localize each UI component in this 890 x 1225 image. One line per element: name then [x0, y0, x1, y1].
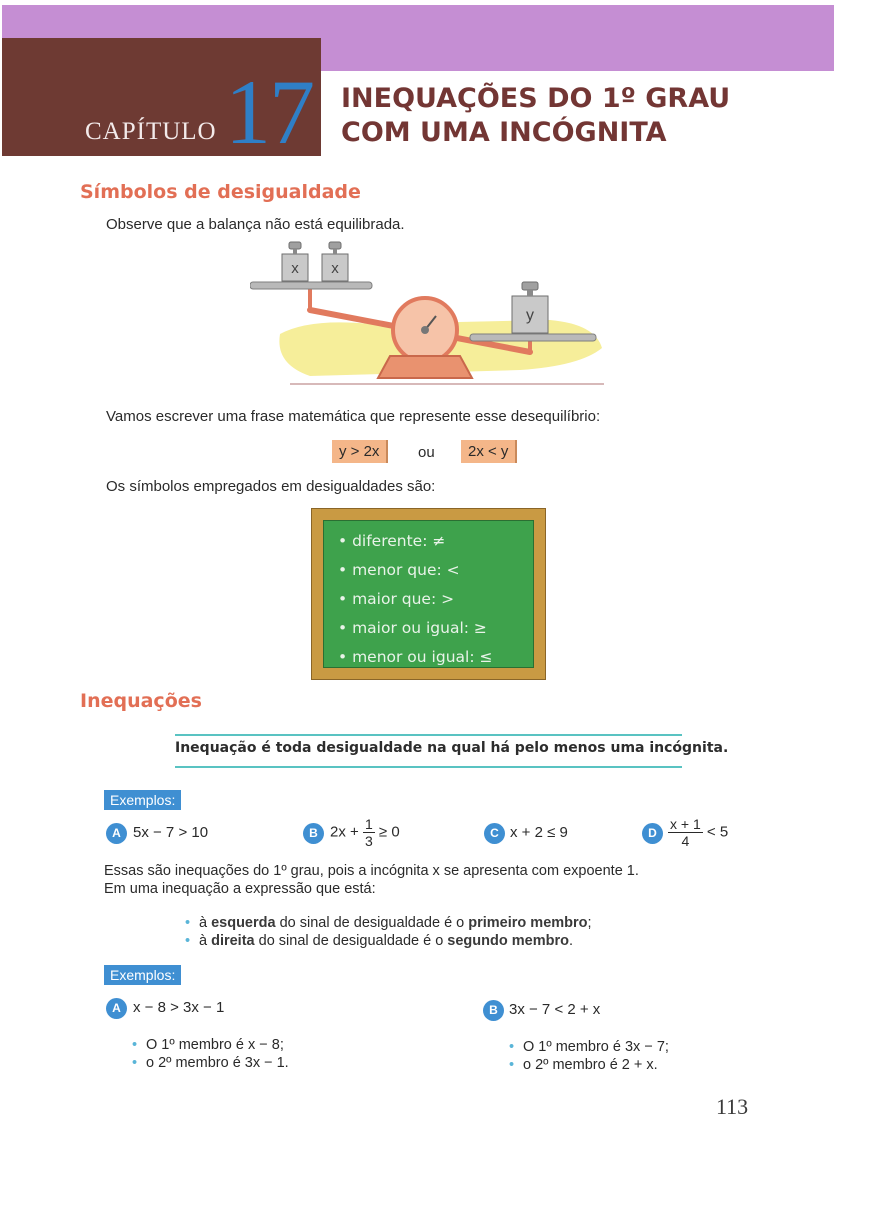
chapter-title-line1: INEQUAÇÕES DO 1º GRAU [341, 83, 731, 114]
example-badge-d: D [642, 823, 663, 844]
definition-text: Inequação é toda desigualdade na qual há pelo menos uma incógnita. [175, 740, 729, 756]
page-number: 113 [716, 1094, 749, 1119]
member-item-right: • à direita do sinal de desigualdade é o segundo membro. [185, 932, 592, 950]
example2-b-expr: 3x − 7 < 2 + x [509, 1001, 601, 1018]
example-badge-a: A [106, 823, 127, 844]
symbol-item-greater-equal: • maior ou igual: ≥ [338, 619, 487, 637]
explain-line-2: Em uma inequação a expressão que está: [104, 881, 376, 897]
scale-base [378, 356, 472, 378]
example-b-denominator: 3 [364, 833, 373, 849]
example2-a-members [132, 1036, 289, 1072]
weight-x-1-label: x [291, 260, 299, 277]
blackboard [311, 508, 546, 680]
example-c-expr: x + 2 ≤ 9 [510, 824, 568, 841]
example2-badge-a: A [106, 998, 127, 1019]
explain-line-1: Essas são inequações do 1º grau, pois a incógnita x se apresenta com expoente 1. [104, 863, 639, 879]
examples-tag-1: Exemplos: [104, 790, 181, 810]
right-pan [470, 334, 596, 341]
dial-center [421, 326, 429, 334]
symbol-item-different: • diferente: ≠ [338, 532, 446, 550]
example2-a-expr: x − 8 > 3x − 1 [133, 999, 225, 1016]
example-badge-b: B [303, 823, 324, 844]
example-b-fraction [363, 816, 375, 849]
example2-a-member-2: • o 2º membro é 3x − 1. [132, 1054, 289, 1072]
example-d-expr [668, 816, 728, 849]
member-item-left: • à esquerda do sinal de desigualdade é o primeiro membro; [185, 914, 592, 932]
example2-badge-b: B [483, 1000, 504, 1021]
example-b-numerator: 1 [364, 816, 373, 832]
chapter-title-line2: COM UMA INCÓGNITA [341, 117, 667, 148]
example-d-denominator: 4 [681, 833, 690, 849]
weight-x-2-label: x [331, 260, 339, 277]
symbols-list [324, 521, 533, 672]
section-heading-symbols: Símbolos de desigualdade [80, 181, 361, 203]
example2-b-member-1: • O 1º membro é 3x − 7; [509, 1038, 669, 1056]
left-pan [250, 282, 372, 289]
members-list [185, 914, 592, 950]
examples-tag-2: Exemplos: [104, 965, 181, 985]
example-b-pre: 2x + [330, 823, 359, 841]
balance-scale-illustration [250, 238, 610, 390]
example2-b-members [509, 1038, 669, 1074]
sentence-text: Vamos escrever uma frase matemática que represente esse desequilíbrio: [106, 408, 601, 425]
example-d-post: < 5 [706, 823, 729, 841]
example2-a-member-1: • O 1º membro é x − 8; [132, 1036, 289, 1054]
symbol-item-less-than: • menor que: < [338, 561, 460, 579]
example-badge-c: C [484, 823, 505, 844]
inequality-box-a: y > 2x [332, 440, 388, 463]
section-heading-inequations: Inequações [80, 690, 202, 712]
connector-text: ou [418, 444, 435, 461]
inequality-box-b: 2x < y [461, 440, 517, 463]
example-d-fraction [668, 816, 703, 849]
symbol-item-less-equal: • menor ou igual: ≤ [338, 648, 493, 666]
chapter-label: CAPÍTULO [85, 118, 217, 145]
intro-text: Observe que a balança não está equilibrada. [106, 216, 405, 233]
example2-b-member-2: • o 2º membro é 2 + x. [509, 1056, 669, 1074]
chapter-title [341, 82, 761, 150]
example-a-expr: 5x − 7 > 10 [133, 824, 209, 841]
example-b-expr [330, 816, 400, 849]
weight-y-label: y [526, 307, 534, 324]
symbol-item-greater-than: • maior que: > [338, 590, 455, 608]
symbols-intro-text: Os símbolos empregados em desigualdades são: [106, 478, 436, 495]
example-d-numerator: x + 1 [670, 816, 701, 832]
chapter-number: 17 [225, 61, 313, 163]
blackboard-surface [323, 520, 534, 668]
example-b-post: ≥ 0 [378, 823, 400, 841]
definition-bar [175, 734, 729, 768]
